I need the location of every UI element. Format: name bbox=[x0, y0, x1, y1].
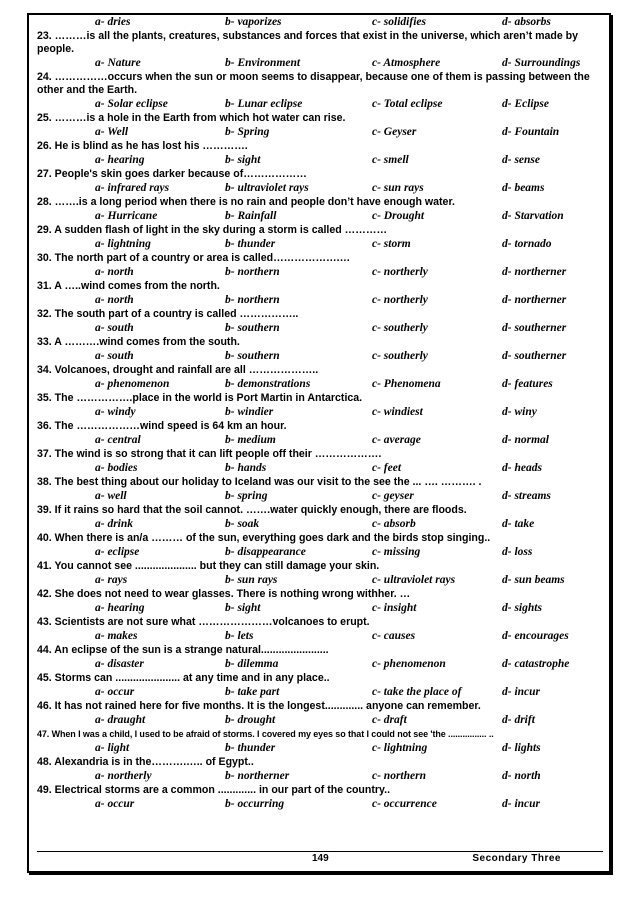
options-row bbox=[37, 461, 603, 476]
option-d: d- take bbox=[502, 518, 535, 530]
option-c: c- missing bbox=[372, 546, 421, 558]
options-row bbox=[37, 237, 603, 252]
option-c: c- Total eclipse bbox=[372, 98, 443, 110]
option-a: a- windy bbox=[95, 406, 136, 418]
option-c: c- absorb bbox=[372, 518, 416, 530]
option-a: a- north bbox=[95, 266, 134, 278]
series-label: Secondary Three bbox=[472, 853, 561, 864]
options-row bbox=[37, 265, 603, 280]
option-a: a- draught bbox=[95, 714, 146, 726]
option-a: a- infrared rays bbox=[95, 182, 170, 194]
question-text: 39. If it rains so hard that the soil cannot. …….water quickly enough, there are floods. bbox=[37, 504, 467, 516]
option-d: d- northerner bbox=[502, 266, 567, 278]
option-a: a- phenomenon bbox=[95, 378, 170, 390]
option-a: a- hearing bbox=[95, 602, 145, 614]
question-list bbox=[37, 15, 603, 812]
option-a: a- makes bbox=[95, 630, 138, 642]
options-row bbox=[37, 573, 603, 588]
option-c: c- occurrence bbox=[372, 798, 437, 810]
option-d: d- catastrophe bbox=[502, 658, 570, 670]
option-d: d- encourages bbox=[502, 630, 569, 642]
option-c: c- northerly bbox=[372, 266, 428, 278]
option-d: d- features bbox=[502, 378, 553, 390]
option-d: d- drift bbox=[502, 714, 535, 726]
option-a: a- Nature bbox=[95, 57, 141, 69]
option-d: d- lights bbox=[502, 742, 541, 754]
option-d: d- Eclipse bbox=[502, 98, 549, 110]
option-d: d- Surroundings bbox=[502, 57, 581, 69]
option-c: c- average bbox=[372, 434, 421, 446]
option-a: a- light bbox=[95, 742, 130, 754]
options-row bbox=[37, 797, 603, 812]
question-text: 40. When there is an/a ……… of the sun, everything goes dark and the birds stop singing.. bbox=[37, 532, 491, 544]
option-a: a- well bbox=[95, 490, 127, 502]
option-a: a- drink bbox=[95, 518, 134, 530]
option-b: b- sight bbox=[225, 602, 261, 614]
option-b: b- lets bbox=[225, 630, 254, 642]
option-b: b- dilemma bbox=[225, 658, 279, 670]
option-b: b- northern bbox=[225, 294, 280, 306]
page-number: 149 bbox=[312, 853, 329, 864]
question-text: 49. Electrical storms are a common ............. in our part of the country.. bbox=[37, 784, 391, 796]
option-a: a- occur bbox=[95, 798, 135, 810]
option-c: c- Atmosphere bbox=[372, 57, 441, 69]
option-c: c- Geyser bbox=[372, 126, 417, 138]
option-c: c- smell bbox=[372, 154, 409, 166]
option-d: d- beams bbox=[502, 182, 545, 194]
options-row bbox=[37, 489, 603, 504]
options-row bbox=[37, 629, 603, 644]
question-text: 29. A sudden flash of light in the sky during a storm is called ………… bbox=[37, 224, 388, 236]
options-row bbox=[37, 293, 603, 308]
option-b: b- hands bbox=[225, 462, 267, 474]
option-d: d- north bbox=[502, 770, 541, 782]
question-text: 45. Storms can ...................... at any time and in any place.. bbox=[37, 672, 330, 684]
option-d: d- heads bbox=[502, 462, 542, 474]
option-b: b- Spring bbox=[225, 126, 270, 138]
option-d: d- sights bbox=[502, 602, 542, 614]
option-b: b- southern bbox=[225, 350, 280, 362]
option-b: b- demonstrations bbox=[225, 378, 311, 390]
options-row bbox=[37, 685, 603, 700]
option-b: b- ultraviolet rays bbox=[225, 182, 309, 194]
option-c: c- take the place of bbox=[372, 686, 462, 698]
option-a: a- central bbox=[95, 434, 141, 446]
question-text: 25. ………is a hole in the Earth from which hot water can rise. bbox=[37, 112, 346, 124]
options-row bbox=[37, 545, 603, 560]
options-row bbox=[37, 405, 603, 420]
question-text: 31. A …..wind comes from the north. bbox=[37, 280, 220, 292]
option-c: c- ultraviolet rays bbox=[372, 574, 456, 586]
option-d: d- sun beams bbox=[502, 574, 565, 586]
option-c: c- draft bbox=[372, 714, 407, 726]
option-b: b- drought bbox=[225, 714, 276, 726]
option-c: c- geyser bbox=[372, 490, 414, 502]
question-text: 33. A ……….wind comes from the south. bbox=[37, 336, 240, 348]
option-c: c- southerly bbox=[372, 350, 428, 362]
option-d: d- southerner bbox=[502, 322, 567, 334]
question-text: 38. The best thing about our holiday to Iceland was our visit to the see the ... …. ………. . bbox=[37, 476, 482, 488]
option-d: d- absorbs bbox=[502, 16, 551, 28]
options-row bbox=[37, 125, 603, 140]
question-text: 48. Alexandria is in the……….….. of Egypt.. bbox=[37, 756, 254, 768]
question-text: 42. She does not need to wear glasses. There is nothing wrong withher. … bbox=[37, 588, 411, 600]
option-b: b- thunder bbox=[225, 742, 276, 754]
option-b: b- disappearance bbox=[225, 546, 306, 558]
option-a: a- south bbox=[95, 350, 134, 362]
options-row bbox=[37, 517, 603, 532]
option-a: a- northerly bbox=[95, 770, 152, 782]
option-b: b- Lunar eclipse bbox=[225, 98, 303, 110]
option-d: d- northerner bbox=[502, 294, 567, 306]
option-b: b- sun rays bbox=[225, 574, 278, 586]
option-b: b- Rainfall bbox=[225, 210, 277, 222]
option-d: d- loss bbox=[502, 546, 533, 558]
options-row bbox=[37, 153, 603, 168]
question-text: 32. The south part of a country is called …………….. bbox=[37, 308, 299, 320]
option-a: a- rays bbox=[95, 574, 128, 586]
option-a: a- south bbox=[95, 322, 134, 334]
option-d: d- tornado bbox=[502, 238, 552, 250]
question-text: 23. ………is all the plants, creatures, substances and forces that exist in the universe, which aren’t made by people. bbox=[37, 30, 579, 55]
question-text: 43. Scientists are not sure what …………………volcanoes to erupt. bbox=[37, 616, 370, 628]
question-text: 37. The wind is so strong that it can lift people off their ………………. bbox=[37, 448, 382, 460]
options-row bbox=[37, 657, 603, 672]
option-b: b- thunder bbox=[225, 238, 276, 250]
option-a: a- dries bbox=[95, 16, 131, 28]
option-b: b- sight bbox=[225, 154, 261, 166]
option-a: a- occur bbox=[95, 686, 135, 698]
option-d: d- southerner bbox=[502, 350, 567, 362]
option-c: c- solidifies bbox=[372, 16, 426, 28]
option-b: b- northerner bbox=[225, 770, 290, 782]
question-text: 30. The north part of a country or area is called……………….… bbox=[37, 252, 351, 264]
option-b: b- occurring bbox=[225, 798, 285, 810]
option-c: c- causes bbox=[372, 630, 416, 642]
option-a: a- Well bbox=[95, 126, 129, 138]
question-text: 27. People's skin goes darker because of……………… bbox=[37, 168, 307, 180]
option-c: c- phenomenon bbox=[372, 658, 446, 670]
option-c: c- sun rays bbox=[372, 182, 424, 194]
option-c: c- Phenomena bbox=[372, 378, 441, 390]
option-b: b- spring bbox=[225, 490, 268, 502]
option-b: b- take part bbox=[225, 686, 280, 698]
option-d: d- incur bbox=[502, 686, 541, 698]
options-row bbox=[37, 601, 603, 616]
options-row bbox=[37, 377, 603, 392]
options-row bbox=[37, 97, 603, 112]
options-row bbox=[37, 321, 603, 336]
option-b: b- vaporizes bbox=[225, 16, 282, 28]
options-row bbox=[37, 181, 603, 196]
option-a: a- lightning bbox=[95, 238, 151, 250]
option-b: b- Environment bbox=[225, 57, 301, 69]
options-row bbox=[37, 56, 603, 71]
options-row bbox=[37, 713, 603, 728]
option-a: a- eclipse bbox=[95, 546, 140, 558]
option-d: d- normal bbox=[502, 434, 549, 446]
option-a: a- disaster bbox=[95, 658, 144, 670]
option-c: c- insight bbox=[372, 602, 417, 614]
question-text: 44. An eclipse of the sun is a strange natural....................... bbox=[37, 644, 329, 656]
options-row bbox=[37, 741, 603, 756]
question-text: 26. He is blind as he has lost his …………. bbox=[37, 140, 248, 152]
option-c: c- windiest bbox=[372, 406, 423, 418]
option-d: d- sense bbox=[502, 154, 541, 166]
option-c: c- Drought bbox=[372, 210, 425, 222]
option-a: a- Solar eclipse bbox=[95, 98, 168, 110]
option-d: d- winy bbox=[502, 406, 537, 418]
question-text: 36. The ………………wind speed is 64 km an hour. bbox=[37, 420, 287, 432]
option-c: c- lightning bbox=[372, 742, 428, 754]
option-d: d- streams bbox=[502, 490, 551, 502]
question-text: 47. When I was a child, I used to be afraid of storms. I covered my eyes so that I could not see 'the ................ .. bbox=[37, 729, 494, 739]
option-c: c- northern bbox=[372, 770, 426, 782]
question-text: 34. Volcanoes, drought and rainfall are all ……………….. bbox=[37, 364, 319, 376]
option-c: c- feet bbox=[372, 462, 402, 474]
options-row bbox=[37, 15, 603, 30]
option-c: c- southerly bbox=[372, 322, 428, 334]
options-row bbox=[37, 349, 603, 364]
option-a: a- Hurricane bbox=[95, 210, 158, 222]
option-a: a- bodies bbox=[95, 462, 138, 474]
option-c: c- northerly bbox=[372, 294, 428, 306]
options-row bbox=[37, 433, 603, 448]
option-b: b- medium bbox=[225, 434, 276, 446]
question-text: 28. …….is a long period when there is no rain and people don’t have enough water. bbox=[37, 196, 455, 208]
option-b: b- soak bbox=[225, 518, 260, 530]
option-d: d- incur bbox=[502, 798, 541, 810]
question-text: 35. The …………….place in the world is Port Martin in Antarctica. bbox=[37, 392, 363, 404]
option-d: d- Starvation bbox=[502, 210, 564, 222]
page-footer bbox=[37, 851, 603, 868]
option-c: c- storm bbox=[372, 238, 411, 250]
question-text: 41. You cannot see ..................... but they can still damage your skin. bbox=[37, 560, 380, 572]
question-text: 24. ……………occurs when the sun or moon seems to disappear, because one of them is passing between the other and the Earth. bbox=[37, 71, 590, 96]
question-text: 46. It has not rained here for five months. It is the longest............. anyone can remember. bbox=[37, 700, 481, 712]
option-b: b- northern bbox=[225, 266, 280, 278]
option-a: a- north bbox=[95, 294, 134, 306]
option-b: b- windier bbox=[225, 406, 274, 418]
options-row bbox=[37, 769, 603, 784]
option-b: b- southern bbox=[225, 322, 280, 334]
option-a: a- hearing bbox=[95, 154, 145, 166]
option-d: d- Fountain bbox=[502, 126, 560, 138]
options-row bbox=[37, 209, 603, 224]
